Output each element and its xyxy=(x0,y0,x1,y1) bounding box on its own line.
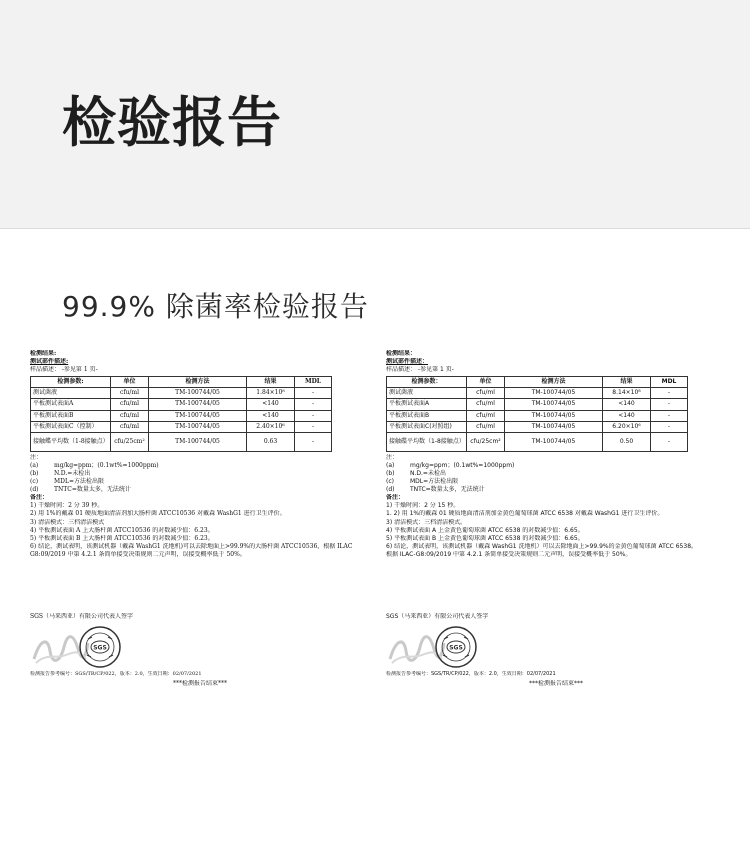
notes-label: 注： xyxy=(386,453,399,461)
table-cell: 平板测试表面B xyxy=(387,410,467,421)
remark-line: 3) 清洁模式：三档清洁模式。 xyxy=(386,518,467,526)
note-item: (d) TNTC=数量太多，无法统计 xyxy=(30,486,131,494)
remarks-label: 备注： xyxy=(30,494,49,502)
table-header-row xyxy=(31,377,332,388)
table-row xyxy=(387,410,688,421)
table-cell: 2.40×10⁶ xyxy=(247,421,295,432)
results-table xyxy=(30,376,332,451)
remark-line: 4) 平板测试表面 A 上金黄色葡萄球菌 ATCC 6538 的对数减少值：6.65。 xyxy=(386,526,584,534)
table-row xyxy=(31,388,332,399)
part-title: 测试部件描述： xyxy=(386,358,429,366)
column-header: 单位 xyxy=(111,377,149,388)
end-of-report: ***检测报告结束*** xyxy=(528,679,583,687)
sgs-seal-icon xyxy=(434,625,478,669)
table-cell: TM-100744/05 xyxy=(505,388,603,399)
svg-text:SGS: SGS xyxy=(449,644,463,652)
table-cell: cfu/25cm² xyxy=(467,432,505,451)
note-item: (b) N.D.=未检出 xyxy=(30,469,91,477)
table-cell: cfu/25cm² xyxy=(111,432,149,451)
table-cell: - xyxy=(295,421,332,432)
table-cell: 平板测试表面B xyxy=(31,410,111,421)
table-cell: cfu/ml xyxy=(111,399,149,410)
part-title: 测试部件描述: xyxy=(30,358,69,366)
table-cell: TM-100744/05 xyxy=(149,410,247,421)
note-item: (c) MDL=方法检出限 xyxy=(386,478,459,486)
table-cell: - xyxy=(651,388,688,399)
remark-line: 5) 平板测试表面 B 上金黄色葡萄球菌 ATCC 6538 的对数减少值：6.65。 xyxy=(386,534,584,542)
table-cell: TM-100744/05 xyxy=(149,388,247,399)
table-cell: cfu/ml xyxy=(111,421,149,432)
column-header: 单位 xyxy=(467,377,505,388)
table-cell: - xyxy=(651,432,688,451)
table-cell: 测试菌液 xyxy=(31,388,111,399)
table-cell: 0.50 xyxy=(603,432,651,451)
table-cell: <140 xyxy=(247,399,295,410)
remark-line: G8:09/2019 中第 4.2.1 条简单接受决策规则二元声明，误接受概率低于 50%。 xyxy=(30,550,246,558)
table-cell: 平板测试表面C(对照组) xyxy=(387,421,467,432)
table-cell: cfu/ml xyxy=(467,388,505,399)
signature-block xyxy=(30,613,370,688)
signature-block xyxy=(386,613,726,688)
table-cell: cfu/ml xyxy=(111,410,149,421)
table-cell: <140 xyxy=(603,410,651,421)
sgs-seal-icon xyxy=(78,625,122,669)
table-cell: 接触蝶平均数（1-8接触点） xyxy=(31,432,111,451)
table-cell: cfu/ml xyxy=(467,399,505,410)
results-table xyxy=(386,376,688,451)
column-header: 结果 xyxy=(247,377,295,388)
table-cell: - xyxy=(295,432,332,451)
note-item: (c) MDL=方法检出限 xyxy=(30,478,104,486)
table-cell: 平板测试表面A xyxy=(31,399,111,410)
signature-area xyxy=(30,625,370,671)
table-cell: cfu/ml xyxy=(467,410,505,421)
table-cell: - xyxy=(295,410,332,421)
column-header: MDL xyxy=(295,377,332,388)
table-cell: TM-100744/05 xyxy=(149,421,247,432)
table-cell: cfu/ml xyxy=(467,421,505,432)
remarks-label: 备注： xyxy=(386,494,405,502)
remark-line: 4) 平板测试表面 A 上大肠杆菌 ATCC10536 的对数减少值：6.23。 xyxy=(30,526,214,534)
table-cell: cfu/ml xyxy=(111,388,149,399)
column-header: 检测方法 xyxy=(505,377,603,388)
remark-line: 1) 干燥时间：2 分 39 秒。 xyxy=(30,502,104,510)
table-row xyxy=(387,421,688,432)
table-cell: - xyxy=(295,388,332,399)
table-cell: 1.84×10⁸ xyxy=(247,388,295,399)
table-row xyxy=(31,410,332,421)
notes-label: 注： xyxy=(30,453,43,461)
footer-reference: 检测报告参考编号：SGS/TR/CP/022，版本：2.0，生效日期：02/07/2021 xyxy=(386,671,556,678)
sample-description: 样品描述： -参见第 1 页- xyxy=(30,366,98,374)
column-header: 检测参数： xyxy=(387,377,467,388)
note-item: (a) mg/kg=ppm；(0.1wt%=1000ppm) xyxy=(386,461,515,469)
column-header: 检测方法 xyxy=(149,377,247,388)
table-cell: TM-100744/05 xyxy=(149,399,247,410)
table-cell: TM-100744/05 xyxy=(505,432,603,451)
remark-line: 1) 干燥时间：2 分 15 秒。 xyxy=(386,502,460,510)
table-cell: 8.14×10⁸ xyxy=(603,388,651,399)
table-cell: 平板测试表面C（控制） xyxy=(31,421,111,432)
report-subtitle: 99.9% 除菌率检验报告 xyxy=(62,290,369,323)
table-cell: TM-100744/05 xyxy=(505,410,603,421)
remark-line: 6) 结论，测试表明，该测试机器（戴森 WashG1 洗地机）可以去除地面上>99.9%的金黄色葡萄球菌 ATCC 6538。 xyxy=(386,542,698,550)
note-item: (b) N.D.=未检出 xyxy=(386,469,446,477)
note-item: (d) TNTC=数量太多，无法统计 xyxy=(386,486,485,494)
table-cell: - xyxy=(295,399,332,410)
table-header-row xyxy=(387,377,688,388)
end-of-report: ***检测报告结束*** xyxy=(172,679,227,687)
table-cell: TM-100744/05 xyxy=(505,421,603,432)
signer-label: SGS（马来西亚）有限公司代表人签字 xyxy=(30,612,134,620)
table-cell: <140 xyxy=(247,410,295,421)
table-cell: TM-100744/05 xyxy=(149,432,247,451)
section-title: 检测结果: xyxy=(30,350,57,357)
table-cell: 测试菌液 xyxy=(387,388,467,399)
test-report-left xyxy=(30,350,370,740)
table-cell: - xyxy=(651,421,688,432)
svg-text:SGS: SGS xyxy=(93,644,107,652)
signer-label: SGS（马来西亚）有限公司代表人签字 xyxy=(386,612,489,620)
page-title: 检验报告 xyxy=(62,91,282,154)
remark-line: 5) 平板测试表面 B 上大肠杆菌 ATCC10536 的对数减少值：6.23。 xyxy=(30,534,214,542)
column-header: 检测参数: xyxy=(31,377,111,388)
table-row xyxy=(387,388,688,399)
remark-line: 2) 用 1%的戴森 01 硬质地面清洁剂加大肠杆菌 ATCC10536 对戴森 WashG1 进行卫生评价。 xyxy=(30,510,286,518)
table-cell: 平板测试表面A xyxy=(387,399,467,410)
test-report-right xyxy=(386,350,726,740)
remark-line: 3) 清洁模式：三档清洁模式 xyxy=(30,518,105,526)
table-cell: 6.20×10⁶ xyxy=(603,421,651,432)
note-item: (a) mg/kg=ppm；(0.1wt%=1000ppm) xyxy=(30,461,159,469)
table-cell: 接触碟平均数（1-8接触点） xyxy=(387,432,467,451)
table-row xyxy=(387,432,688,451)
column-header: MDL xyxy=(651,377,688,388)
table-cell: 0.63 xyxy=(247,432,295,451)
table-row xyxy=(387,399,688,410)
table-row xyxy=(31,432,332,451)
remark-line: 根据 ILAC-G8:09/2019 中第 4.2.1 条简单接受决策规则二元声明，误接受概率低于 50%。 xyxy=(386,550,632,558)
table-cell: TM-100744/05 xyxy=(505,399,603,410)
table-cell: <140 xyxy=(603,399,651,410)
table-row xyxy=(31,399,332,410)
sample-description: 样品描述： -参见第 1 页- xyxy=(386,366,454,374)
column-header: 结果 xyxy=(603,377,651,388)
signature-area xyxy=(386,625,726,671)
remark-line: 1. 2) 用 1%的戴森 01 硬质地面清洁剂加金黄色葡萄球菌 ATCC 6538 对戴森 WashG1 进行卫生评价。 xyxy=(386,510,664,518)
section-title: 检测结果： xyxy=(386,350,417,357)
footer-reference: 检测报告参考编号：SGS/TR/CP/022，版本：2.0，生效日期：02/07/2021 xyxy=(30,671,202,678)
remark-line: 6) 结论，测试表明，该测试机器（戴森 WashG1 洗地机)可以去除地面上>99.9%的大肠杆菌 ATCC10536，根据 ILAC xyxy=(30,542,353,550)
table-cell: - xyxy=(651,399,688,410)
header-banner xyxy=(0,0,750,229)
table-row xyxy=(31,421,332,432)
table-cell: - xyxy=(651,410,688,421)
